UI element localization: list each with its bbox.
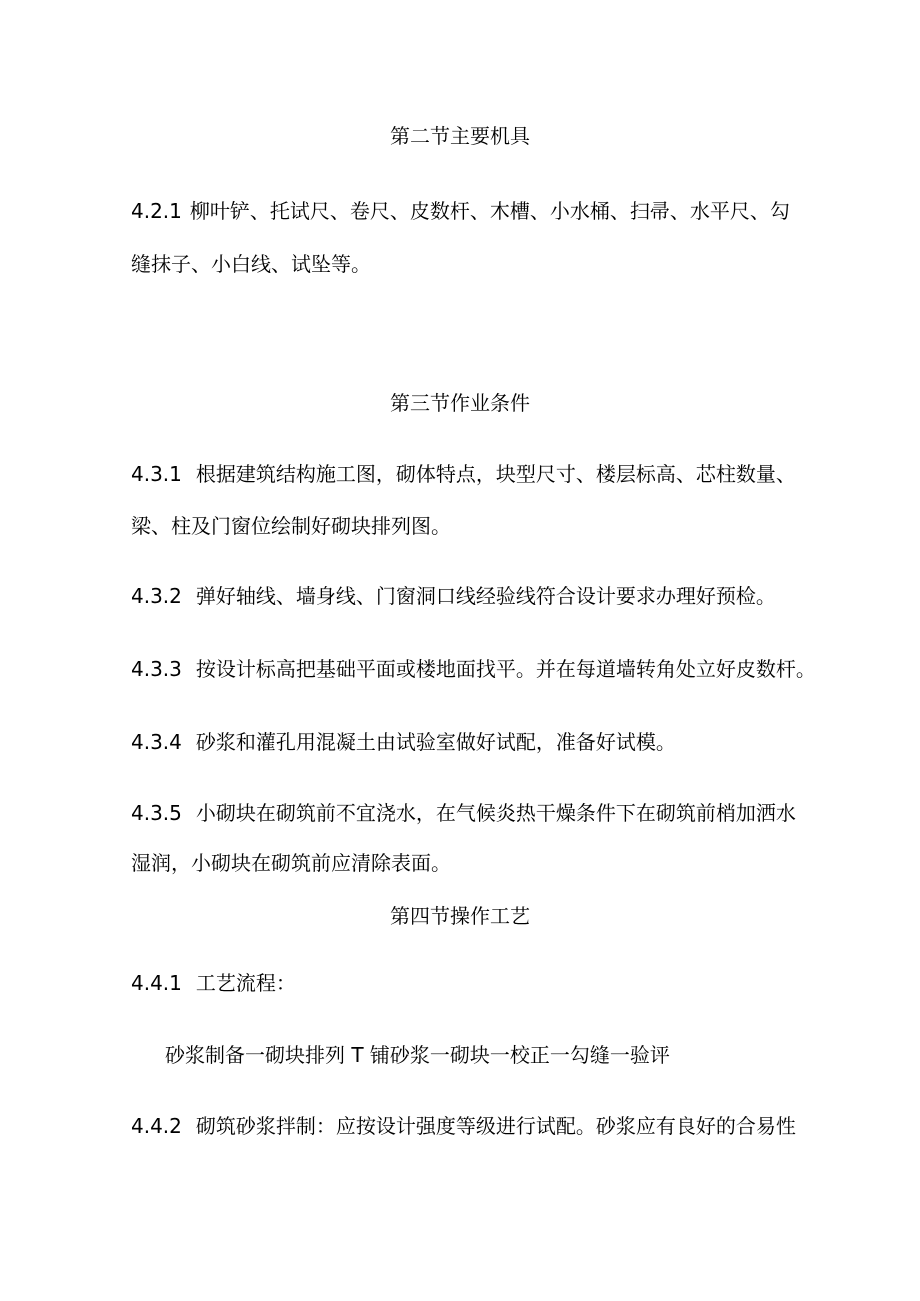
paragraph-4-4-1 <box>131 971 296 995</box>
paragraph-4-2-1-line-2: 缝抹子、小白线、试坠等。 <box>131 252 371 276</box>
section-heading-4: 第四节操作工艺 <box>390 904 530 928</box>
section-heading-3: 第三节作业条件 <box>390 391 530 415</box>
paragraph-4-4-2 <box>131 1114 796 1138</box>
clause-number: 4.3.2 <box>131 584 182 608</box>
clause-text: 弹好轴线、墙身线、门窗洞口线经验线符合设计要求办理好预检。 <box>195 584 776 608</box>
clause-text: 按设计标高把基础平面或楼地面找平。并在每道墙转角处立好皮数杆。 <box>195 657 816 681</box>
clause-text: 工艺流程： <box>195 971 296 995</box>
clause-number: 4.4.2 <box>131 1114 182 1138</box>
clause-text: 根据建筑结构施工图，砌体特点，块型尺寸、楼层标高、芯柱数量、 <box>195 462 796 486</box>
clause-number: 4.3.4 <box>131 730 182 754</box>
clause-text: 小砌块在砌筑前不宜浇水，在气候炎热干燥条件下在砌筑前梢加洒水 <box>195 801 796 825</box>
process-flow: 砂浆制备一砌块排列 T 铺砂浆一砌块一校正一勾缝一验评 <box>165 1043 670 1067</box>
section-heading-2: 第二节主要机具 <box>390 124 530 148</box>
paragraph-4-2-1-line-1 <box>131 199 790 223</box>
clause-text: 砌筑砂浆拌制：应按设计强度等级进行试配。砂浆应有良好的合易性 <box>195 1114 796 1138</box>
clause-number: 4.3.1 <box>131 462 182 486</box>
clause-number: 4.4.1 <box>131 971 182 995</box>
paragraph-4-3-3 <box>131 657 816 681</box>
paragraph-4-3-1-line-2: 梁、柱及门窗位绘制好砌块排列图。 <box>131 514 451 538</box>
clause-text: 砂浆和灌孔用混凝土由试验室做好试配，准备好试模。 <box>195 730 676 754</box>
paragraph-4-3-5-line-2: 湿润，小砌块在砌筑前应清除表面。 <box>131 851 451 875</box>
paragraph-4-3-1-line-1 <box>131 462 796 486</box>
clause-number: 4.3.5 <box>131 801 182 825</box>
paragraph-4-3-5-line-1 <box>131 801 796 825</box>
clause-text: 柳叶铲、托试尺、卷尺、皮数杆、木槽、小水桶、扫帚、水平尺、勾 <box>189 199 790 223</box>
paragraph-4-3-4 <box>131 730 676 754</box>
clause-number: 4.2.1 <box>131 199 182 223</box>
paragraph-4-3-2 <box>131 584 776 608</box>
clause-number: 4.3.3 <box>131 657 182 681</box>
